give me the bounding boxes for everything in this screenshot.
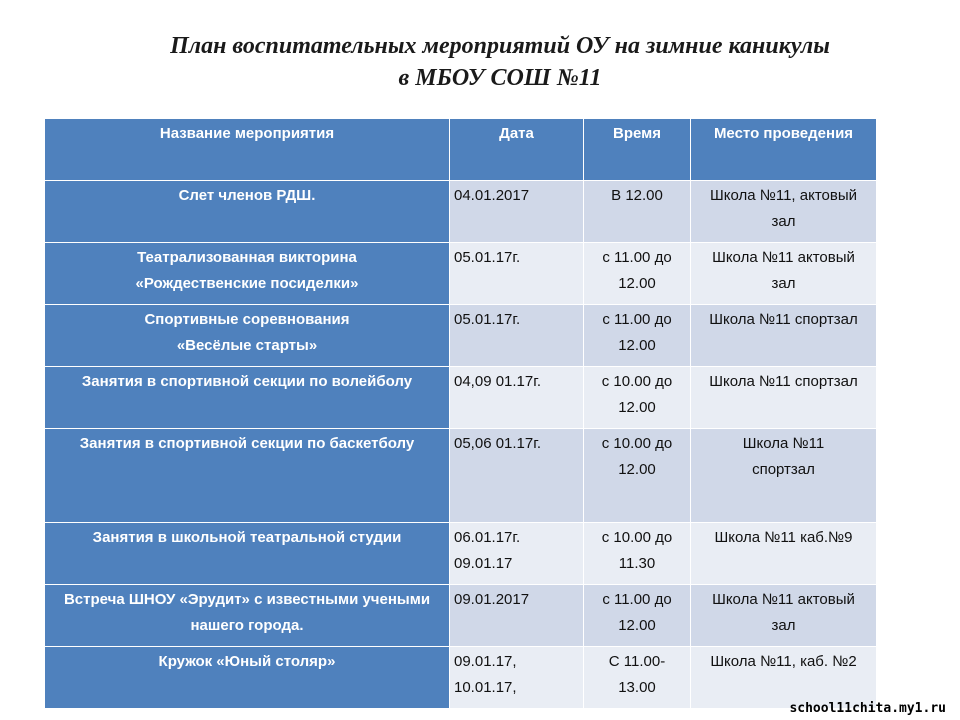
event-name-cell-line: Кружок «Юный столяр»: [158, 653, 336, 670]
time-cell: [584, 647, 691, 709]
header-place: Место проведения: [691, 119, 877, 181]
date-cell: [450, 367, 584, 429]
place-cell-line: Школа №11 актовый: [712, 591, 855, 608]
table-row: [45, 523, 877, 585]
date-cell: [450, 429, 584, 523]
date-cell-line: 05.01.17г.: [454, 311, 521, 328]
place-cell: [691, 181, 877, 243]
time-cell-line: с 11.00 до: [602, 311, 672, 328]
time-cell: [584, 181, 691, 243]
place-cell: [691, 647, 877, 709]
event-name-cell-line: Театрализованная викторина: [137, 249, 357, 266]
time-cell-line: 11.30: [618, 555, 656, 572]
date-cell-line: 04.01.2017: [454, 187, 530, 204]
date-cell-line: 05.01.17г.: [454, 249, 521, 266]
event-name-cell-line: Встреча ШНОУ «Эрудит» с известными учеными: [63, 591, 431, 608]
place-cell: [691, 367, 877, 429]
event-name-cell: [45, 647, 450, 709]
date-cell-line: 04,09 01.17г.: [454, 373, 542, 390]
table-header-row: [45, 119, 877, 181]
event-name-cell-line: Слет членов РДШ.: [178, 187, 316, 204]
date-cell-line: 05,06 01.17г.: [454, 435, 542, 452]
date-cell-line: 09.01.2017: [454, 591, 530, 608]
title-line-1: План воспитательных мероприятий ОУ на зимние каникулы: [170, 33, 830, 59]
event-name-cell: [45, 305, 450, 367]
place-cell-line: зал: [771, 213, 796, 230]
place-cell-line: Школа №11 каб.№9: [714, 529, 853, 546]
place-cell-line: зал: [771, 617, 796, 634]
time-cell-line: с 11.00 до: [602, 249, 672, 266]
place-cell-line: Школа №11: [742, 435, 825, 452]
place-cell-line: Школа №11 актовый: [712, 249, 855, 266]
page-title: [0, 30, 960, 94]
date-cell: [450, 523, 584, 585]
title-line-2: в МБОУ СОШ №11: [398, 65, 602, 91]
time-cell-line: с 11.00 до: [602, 591, 672, 608]
place-cell: [691, 243, 877, 305]
time-cell-line: с 10.00 до: [601, 435, 673, 452]
event-name-cell: [45, 429, 450, 523]
event-name-cell: [45, 585, 450, 647]
time-cell: [584, 367, 691, 429]
header-event-name: Название мероприятия: [45, 119, 450, 181]
event-name-cell: [45, 367, 450, 429]
date-cell: [450, 585, 584, 647]
time-cell-line: 12.00: [618, 617, 656, 634]
event-name-cell-line: Занятия в школьной театральной студии: [92, 529, 402, 546]
event-name-cell-line: Спортивные соревнования: [144, 311, 350, 328]
date-cell: [450, 181, 584, 243]
header-time: Время: [584, 119, 691, 181]
time-cell-line: 12.00: [618, 461, 656, 478]
date-cell-line: 09.01.17,: [454, 653, 517, 670]
time-cell-line: 12.00: [618, 399, 656, 416]
date-cell: [450, 243, 584, 305]
date-cell: [450, 305, 584, 367]
table-row: [45, 305, 877, 367]
event-name-cell-line: нашего города.: [190, 617, 304, 634]
events-table: [44, 118, 877, 709]
header-date: Дата: [450, 119, 584, 181]
table-row: [45, 367, 877, 429]
table-row: [45, 243, 877, 305]
time-cell: [584, 523, 691, 585]
time-cell-line: 13.00: [618, 679, 656, 696]
date-cell-line: 09.01.17: [454, 555, 513, 572]
time-cell: [584, 585, 691, 647]
time-cell-line: В 12.00: [611, 187, 663, 204]
time-cell-line: 12.00: [618, 275, 656, 292]
date-cell: [450, 647, 584, 709]
event-name-cell-line: Занятия в спортивной секции по баскетболу: [79, 435, 415, 452]
date-cell-line: 10.01.17,: [454, 679, 517, 696]
place-cell-line: Школа №11 спортзал: [709, 373, 858, 390]
site-watermark: school11chita.my1.ru: [789, 701, 946, 716]
event-name-cell: [45, 181, 450, 243]
time-cell: [584, 305, 691, 367]
time-cell-line: С 11.00-: [608, 653, 666, 670]
table-row: [45, 181, 877, 243]
place-cell-line: Школа №11, актовый: [710, 187, 857, 204]
place-cell: [691, 305, 877, 367]
event-name-cell: [45, 243, 450, 305]
place-cell: [691, 429, 877, 523]
event-name-cell: [45, 523, 450, 585]
place-cell-line: спортзал: [752, 461, 815, 478]
table-body: [45, 181, 877, 709]
time-cell-line: 12.00: [618, 337, 656, 354]
place-cell-line: зал: [771, 275, 796, 292]
table-row: [45, 585, 877, 647]
place-cell: [691, 523, 877, 585]
event-name-cell-line: «Рождественские посиделки»: [135, 275, 359, 292]
time-cell-line: с 10.00 до: [601, 529, 673, 546]
time-cell-line: с 10.00 до: [601, 373, 673, 390]
event-name-cell-line: «Весёлые старты»: [176, 337, 318, 354]
place-cell-line: Школа №11, каб. №2: [710, 653, 857, 670]
table-row: [45, 647, 877, 709]
table-row: [45, 429, 877, 523]
event-name-cell-line: Занятия в спортивной секции по волейболу: [81, 373, 413, 390]
place-cell: [691, 585, 877, 647]
time-cell: [584, 243, 691, 305]
place-cell-line: Школа №11 спортзал: [709, 311, 858, 328]
date-cell-line: 06.01.17г.: [454, 529, 521, 546]
time-cell: [584, 429, 691, 523]
